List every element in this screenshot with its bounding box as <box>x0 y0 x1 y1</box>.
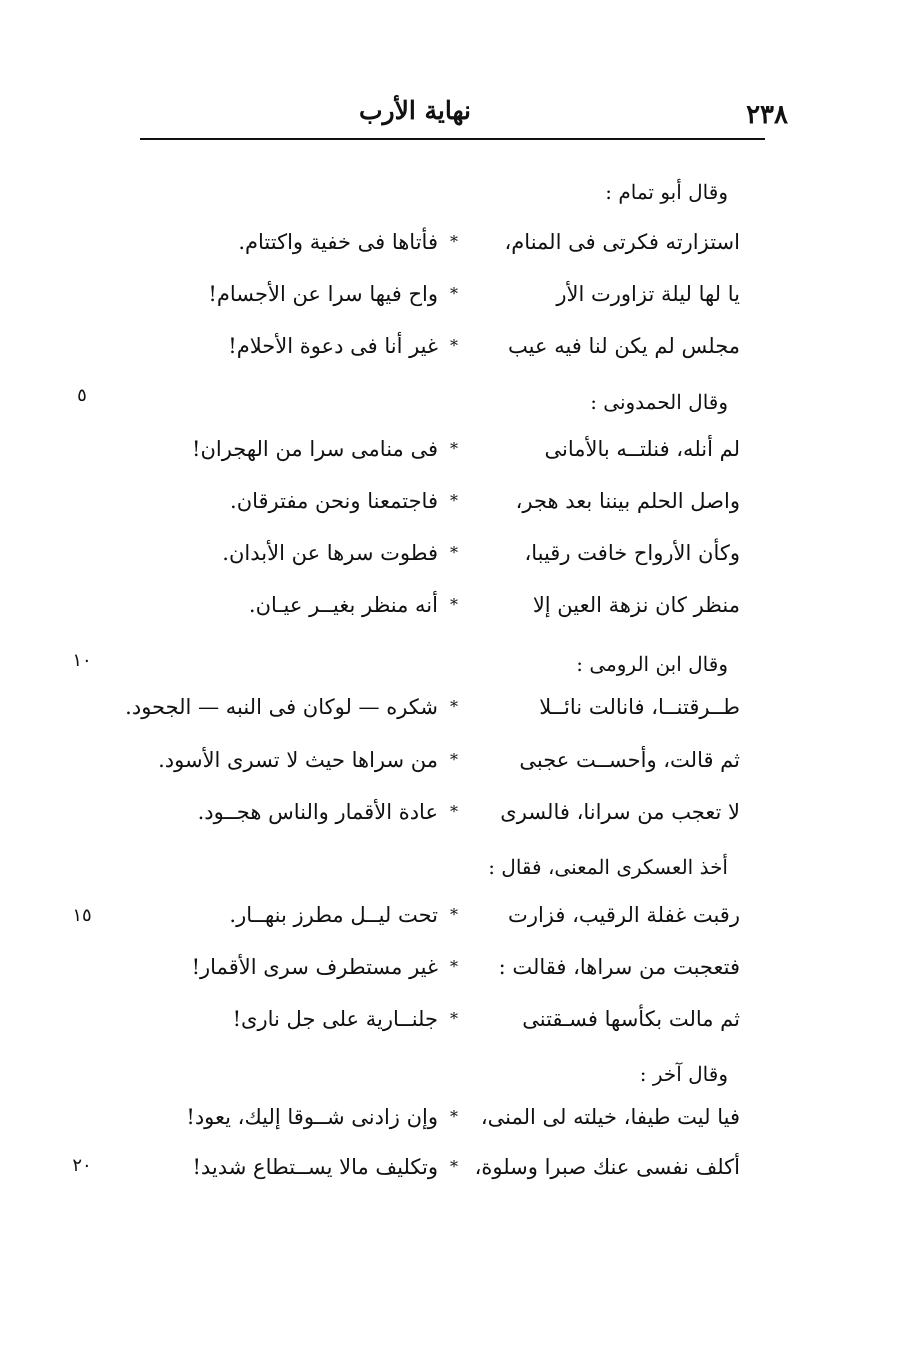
verse-first-hemistich: طــرقتنــا، فانالت نائــلا <box>539 695 740 719</box>
verse-line <box>185 230 740 272</box>
section-intro: وقال الحمدونى : <box>590 390 728 414</box>
hemistich-separator: * <box>450 491 458 510</box>
hemistich-separator: * <box>450 232 458 251</box>
verse-line <box>185 437 740 479</box>
hemistich-separator: * <box>450 957 458 976</box>
hemistich-separator: * <box>450 595 458 614</box>
verse-second-hemistich: جلنــارية على جل نارى! <box>232 1007 438 1031</box>
section-intro: وقال آخر : <box>639 1062 728 1086</box>
hemistich-separator: * <box>450 336 458 355</box>
margin-line-number: ١٠ <box>72 650 92 671</box>
hemistich-separator: * <box>450 284 458 303</box>
verse-first-hemistich: ثم قالت، وأحســت عجبى <box>519 748 740 772</box>
hemistich-separator: * <box>450 697 458 716</box>
verse-line <box>185 489 740 531</box>
hemistich-separator: * <box>450 543 458 562</box>
verse-first-hemistich: فيا ليت طيفا، خيلته لى المنى، <box>480 1105 740 1129</box>
margin-line-number: ١٥ <box>72 905 92 926</box>
verse-first-hemistich: ثم مالت بكأسها فسـقتنى <box>522 1007 740 1031</box>
verse-second-hemistich: وتكليف مالا يســتطاع شديد! <box>192 1155 438 1179</box>
running-header-title: نهاية الأرب <box>359 96 471 125</box>
verse-line <box>158 748 740 790</box>
verse-second-hemistich: تحت ليــل مطرز بنهــار. <box>229 903 438 927</box>
verse-first-hemistich: وكأن الأرواح خافت رقيبا، <box>524 541 740 565</box>
verse-line <box>185 1007 740 1049</box>
verse-line <box>185 1105 740 1147</box>
verse-line <box>185 593 740 635</box>
page-number: ٢٣٨ <box>746 100 788 130</box>
verse-first-hemistich: مجلس لم يكن لنا فيه عيب <box>508 334 740 358</box>
hemistich-separator: * <box>450 1157 458 1176</box>
hemistich-separator: * <box>450 1107 458 1126</box>
verse-line <box>185 334 740 376</box>
verse-second-hemistich: أنه منظر بغيــر عيـان. <box>248 593 438 617</box>
hemistich-separator: * <box>450 1009 458 1028</box>
verse-second-hemistich: فأتاها فى خفية واكتتام. <box>238 230 438 254</box>
hemistich-separator: * <box>450 802 458 821</box>
header-rule <box>140 138 765 140</box>
verse-line <box>185 800 740 842</box>
verse-second-hemistich: فطوت سرها عن الأبدان. <box>222 541 438 565</box>
margin-line-number: ٥ <box>77 385 87 406</box>
hemistich-separator: * <box>450 439 458 458</box>
verse-second-hemistich: وإن زادنى شــوقا إليك، يعود! <box>186 1105 438 1129</box>
hemistich-separator: * <box>450 905 458 924</box>
verse-first-hemistich: لا تعجب من سرانا، فالسرى <box>500 800 740 824</box>
verse-second-hemistich: غير أنا فى دعوة الأحلام! <box>228 334 438 358</box>
verse-second-hemistich: غير مستطرف سرى الأقمار! <box>191 955 438 979</box>
verse-first-hemistich: منظر كان نزهة العين إلا <box>532 593 740 617</box>
verse-second-hemistich: فاجتمعنا ونحن مفترقان. <box>230 489 438 513</box>
verse-second-hemistich: فى منامى سرا من الهجران! <box>192 437 438 461</box>
verse-first-hemistich: يا لها ليلة تزاورت الأر <box>556 282 740 306</box>
verse-line <box>185 541 740 583</box>
verse-line <box>185 955 740 997</box>
verse-line <box>125 695 740 737</box>
section-intro: أخذ العسكرى المعنى، فقال : <box>488 855 728 879</box>
verse-first-hemistich: أكلف نفسى عنك صبرا وسلوة، <box>474 1155 740 1179</box>
verse-first-hemistich: استزارته فكرتى فى المنام، <box>504 230 740 254</box>
verse-second-hemistich: شكره — لوكان فى النبه — الجحود. <box>125 695 438 719</box>
margin-line-number: ٢٠ <box>72 1155 92 1176</box>
verse-second-hemistich: واح فيها سرا عن الأجسام! <box>208 282 438 306</box>
section-intro: وقال ابن الرومى : <box>576 652 728 676</box>
hemistich-separator: * <box>450 750 458 769</box>
verse-second-hemistich: عادة الأقمار والناس هجــود. <box>197 800 438 824</box>
verse-first-hemistich: رقبت غفلة الرقيب، فزارت <box>508 903 740 927</box>
section-intro: وقال أبو تمام : <box>605 180 728 204</box>
verse-first-hemistich: واصل الحلم بيننا بعد هجر، <box>515 489 740 513</box>
verse-line <box>185 903 740 945</box>
verse-line <box>185 1155 740 1197</box>
verse-first-hemistich: فتعجبت من سراها، فقالت : <box>498 955 740 979</box>
verse-line <box>185 282 740 324</box>
verse-second-hemistich: من سراها حيث لا تسرى الأسود. <box>158 748 438 772</box>
verse-first-hemistich: لم أنله، فنلتــه بالأمانى <box>544 437 740 461</box>
